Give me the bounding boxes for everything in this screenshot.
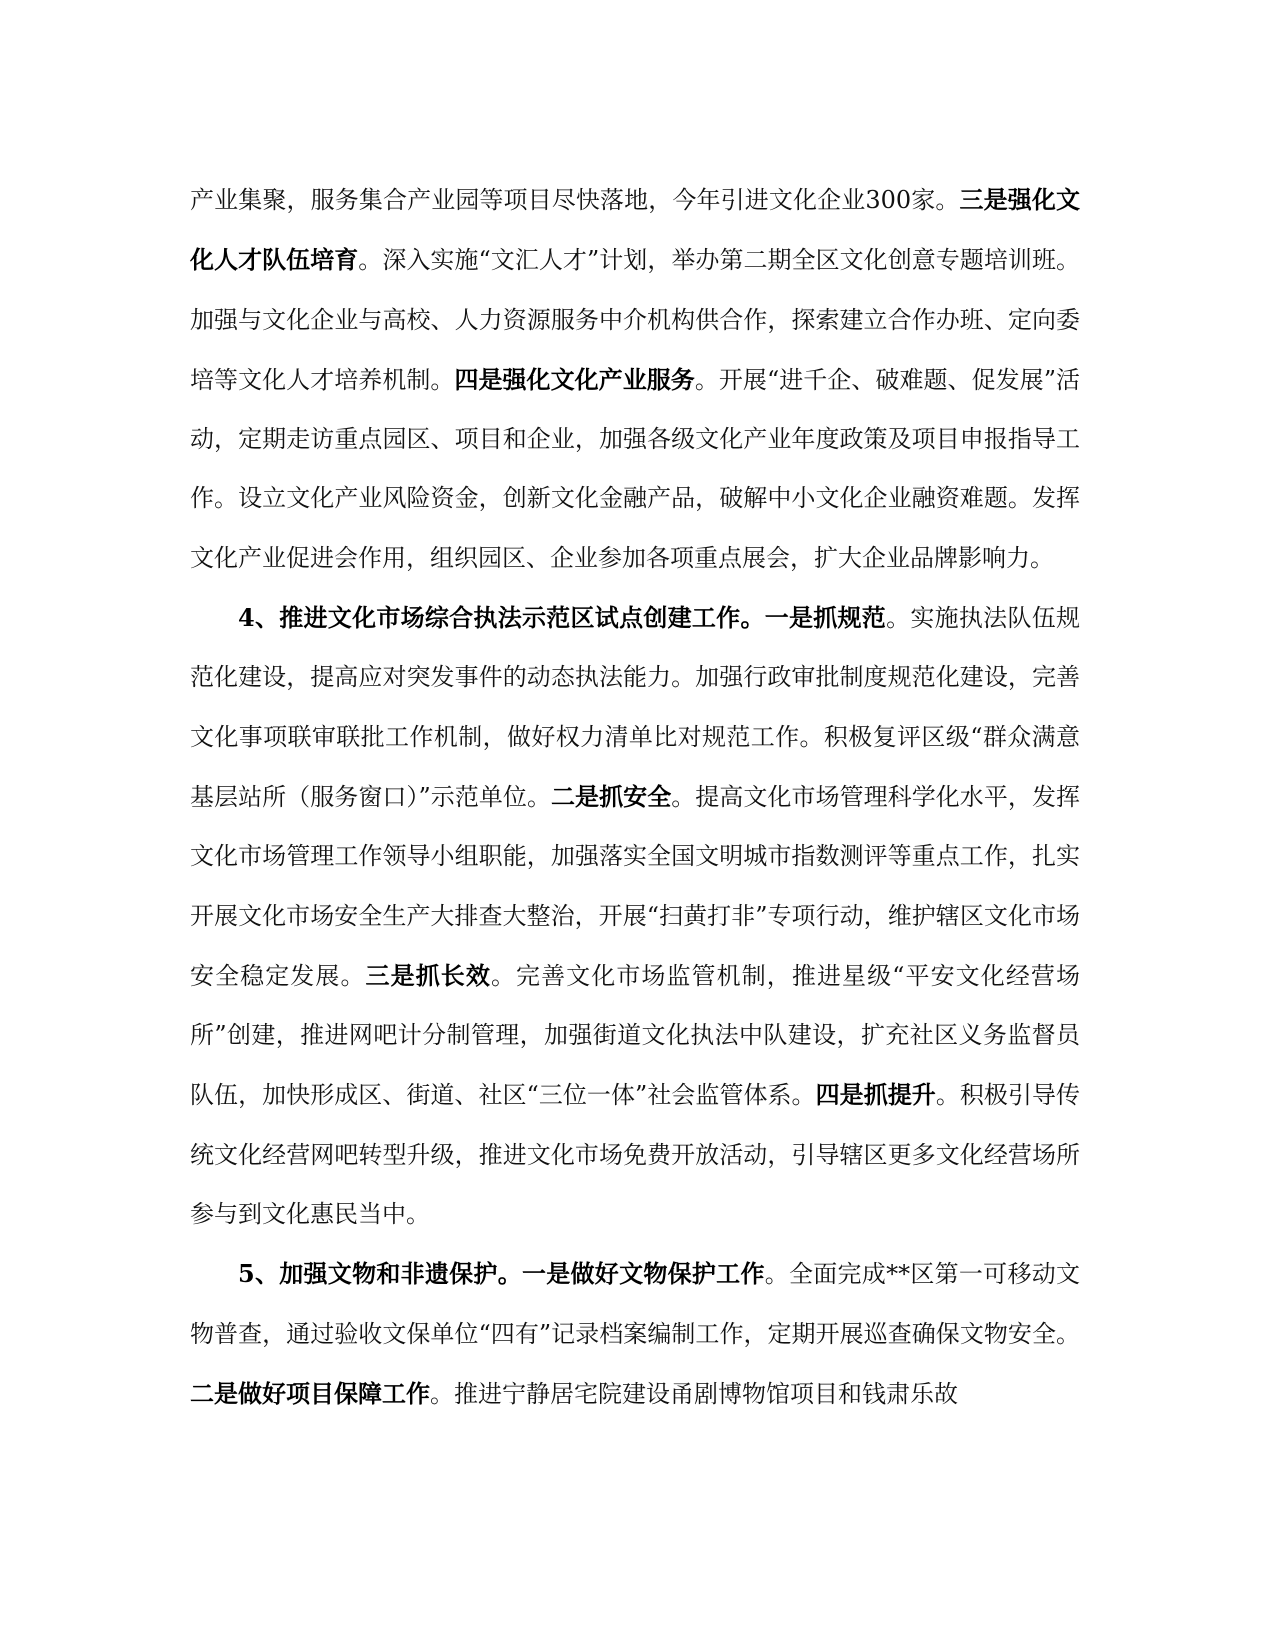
heading-run-talent: 三是强化文化人才队伍培育 xyxy=(190,185,1080,275)
text-run: 。推进宁静居宅院建设甬剧博物馆项目和钱肃乐故 xyxy=(430,1379,958,1408)
section-heading-5: 5、加强文物和非遗保护。一是做好文物保护工作 xyxy=(238,1259,765,1289)
text-run: 产业集聚，服务集合产业园等项目尽快落地，今年引进文化企业300家。 xyxy=(190,186,960,214)
paragraph-culture-industry xyxy=(190,170,1080,588)
heading-run-upgrade: 四是抓提升 xyxy=(815,1080,936,1110)
body-text xyxy=(190,170,1080,1424)
text-run: 。完善文化市场监管机制，推进星级“平安文化经营场所”创建，推进网吧计分制管理，加强街道文化执法中队建设，扩充社区义务监督员队伍，加快形成区、街道、社区“三位一体”社会监管体系。 xyxy=(190,961,1080,1110)
heading-run-project: 二是做好项目保障工作 xyxy=(190,1378,430,1408)
heading-run-long-term: 三是抓长效 xyxy=(365,960,491,990)
text-run: 。积极引导传统文化经营网吧转型升级，推进文化市场免费开放活动，引导辖区更多文化经营场所参与到文化惠民当中。 xyxy=(190,1081,1081,1229)
section-heading-4: 4、推进文化市场综合执法示范区试点创建工作。一是抓规范 xyxy=(238,603,887,633)
text-run: 。深入实施“文汇人才”计划，举办第二期全区文化创意专题培训班。加强与文化企业与高校、人力资源服务中介机构供合作，探索建立合作办班、定向委培等文化人才培养机制。 xyxy=(190,246,1080,394)
text-run: 。提高文化市场管理科学化水平，发挥文化市场管理工作领导小组职能，加强落实全国文明城市指数测评等重点工作，扎实开展文化市场安全生产大排查大整治，开展“扫黄打非”专项行动，维护辖区文化市场安全稳定发展。 xyxy=(190,782,1080,990)
text-run: 。开展“进千企、破难题、促发展”活动，定期走访重点园区、项目和企业，加强各级文化产业年度政策及项目申报指导工作。设立文化产业风险资金，创新文化金融产品，破解中小文化企业融资难题。发挥文化产业促进会作用，组织园区、企业参加各项重点展会，扩大企业品牌影响力。 xyxy=(190,365,1081,572)
text-run: 。全面完成**区第一可移动文物普查，通过验收文保单位“四有”记录档案编制工作，定期开展巡查确保文物安全。 xyxy=(190,1260,1080,1348)
paragraph-heritage-protection xyxy=(190,1244,1080,1424)
heading-run-industry-service: 四是强化文化产业服务 xyxy=(454,364,695,394)
heading-run-safety: 二是抓安全 xyxy=(551,781,672,811)
paragraph-market-enforcement xyxy=(190,588,1080,1244)
text-run: 。实施执法队伍规范化建设，提高应对突发事件的动态执法能力。加强行政审批制度规范化建设，完善文化事项联审联批工作机制，做好权力清单比对规范工作。积极复评区级“群众满意基层站所（服务窗口）”示范单位。 xyxy=(190,604,1081,811)
